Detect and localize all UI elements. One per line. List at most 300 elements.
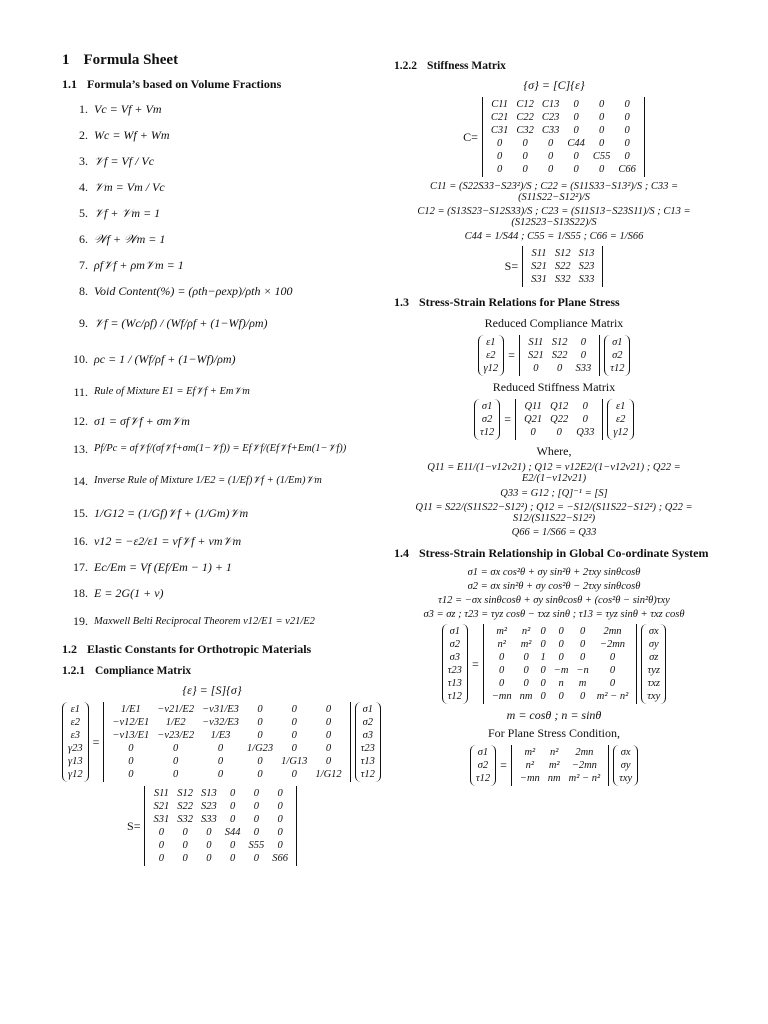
s-matrix-block bbox=[62, 786, 362, 866]
matrix-cell: 0 bbox=[291, 730, 297, 741]
formula-item: 13. Pf/Pc = σf𝒱f/(σf𝒱f+σm(1−𝒱f)) = Ef𝒱f/(Ef𝒱f+Em(1−𝒱f)) bbox=[73, 441, 347, 456]
vector-entry: τ12 bbox=[360, 769, 375, 780]
matrix-cell: n bbox=[558, 678, 564, 689]
matrix-cell: 0 bbox=[558, 652, 564, 663]
plane-stress-label: For Plane Stress Condition, bbox=[487, 726, 620, 740]
matrix-cell: Q11 bbox=[524, 401, 542, 412]
matrix-cell: 0 bbox=[128, 756, 134, 767]
matrix-cell: 0 bbox=[558, 639, 564, 650]
vector-entry: ε2 bbox=[486, 350, 496, 361]
left-column bbox=[62, 52, 375, 870]
matrix-cell: 0 bbox=[291, 743, 297, 754]
matrix-cell: 0 bbox=[496, 151, 503, 162]
formula-item: 7. ρf𝒱f + ρm𝒱m = 1 bbox=[79, 257, 184, 272]
matrix-row bbox=[520, 426, 598, 439]
vector-entry: σx bbox=[620, 747, 631, 758]
matrix-cell: 0 bbox=[573, 151, 579, 162]
matrix-cell: S22 bbox=[177, 801, 193, 812]
rs-strain-vector bbox=[607, 399, 634, 440]
matrix-cell: 1/E1 bbox=[120, 704, 141, 715]
formula-item: 10. ρc = 1 / (Wf/ρf + (1−Wf)/ρm) bbox=[73, 351, 236, 366]
matrix-cell: 0 bbox=[253, 827, 259, 838]
matrix-cell: S22 bbox=[554, 261, 571, 272]
matrix-cell: −mn bbox=[519, 773, 540, 784]
p-right-vector bbox=[613, 745, 638, 786]
matrix-row bbox=[487, 163, 640, 176]
section-1-heading: 1 Formula Sheet bbox=[62, 52, 179, 68]
plane-stress-relation: σ1 σ2 τ12 = m² n² 2mn n² m² −2mn −mn nm m² − n² σx σy τxy bbox=[394, 745, 714, 786]
rc-stress-vector bbox=[604, 335, 630, 376]
s3-matrix-block bbox=[394, 246, 714, 287]
vector-entry: σ2 bbox=[362, 717, 373, 728]
matrix-cell: 0 bbox=[599, 112, 605, 123]
matrix-cell: 0 bbox=[257, 717, 263, 728]
matrix-cell: −ν12/E1 bbox=[112, 717, 150, 728]
matrix-cell: Q12 bbox=[550, 401, 569, 412]
matrix-cell: −mn bbox=[491, 691, 512, 702]
stiffness-equation: {σ} = [C]{ε} bbox=[523, 78, 585, 92]
matrix-cell: 0 bbox=[556, 427, 562, 438]
matrix-cell: 0 bbox=[277, 827, 283, 838]
vector-entry: γ12 bbox=[68, 769, 83, 780]
matrix-cell: m² bbox=[520, 639, 532, 650]
mn-definition: m = cosθ ; n = sinθ bbox=[506, 708, 602, 722]
matrix-cell: 0 bbox=[582, 401, 588, 412]
matrix-row bbox=[520, 413, 598, 426]
matrix-cell: C21 bbox=[490, 112, 509, 123]
matrix-cell: 1/G23 bbox=[246, 743, 274, 754]
matrix-row bbox=[108, 729, 345, 742]
c-matrix bbox=[482, 97, 645, 177]
matrix-cell: S13 bbox=[578, 248, 595, 259]
vector-entry: ε1 bbox=[70, 704, 81, 715]
matrix-row bbox=[149, 852, 292, 865]
matrix-cell: m² − n² bbox=[596, 691, 629, 702]
matrix-cell: 0 bbox=[253, 814, 259, 825]
matrix-cell: 0 bbox=[579, 639, 586, 650]
c-matrix-block bbox=[394, 97, 714, 177]
matrix-cell: −ν32/E3 bbox=[202, 717, 239, 728]
vector-entry: τ12 bbox=[475, 773, 491, 784]
matrix-cell: S33 bbox=[575, 363, 592, 374]
matrix-cell: 0 bbox=[573, 164, 579, 175]
matrix-cell: 0 bbox=[229, 814, 236, 825]
compliance-matrix bbox=[103, 702, 350, 782]
vector-entry: σ1 bbox=[477, 747, 489, 758]
matrix-cell: 0 bbox=[558, 626, 564, 637]
matrix-cell: 0 bbox=[558, 691, 564, 702]
matrix-row bbox=[149, 826, 292, 839]
matrix-cell: 0 bbox=[540, 639, 546, 650]
matrix-row bbox=[516, 759, 604, 772]
matrix-cell: 0 bbox=[573, 99, 579, 110]
formula-item: 5. 𝒱f + 𝒱m = 1 bbox=[79, 205, 161, 220]
reduced-compliance-label: Reduced Compliance Matrix bbox=[484, 316, 624, 330]
matrix-row bbox=[108, 742, 345, 755]
matrix-cell: S31 bbox=[153, 814, 170, 825]
matrix-row bbox=[149, 800, 292, 813]
matrix-cell: 0 bbox=[609, 678, 616, 689]
matrix-cell: 0 bbox=[325, 743, 332, 754]
section-1-4-heading: 1.4 Stress-Strain Relationship in Global Co-ordinate System bbox=[394, 546, 709, 560]
vector-entry: ε2 bbox=[615, 414, 626, 425]
matrix-cell: 0 bbox=[624, 99, 630, 110]
matrix-cell: 0 bbox=[173, 769, 179, 780]
transformation-matrix bbox=[483, 624, 638, 704]
matrix-row bbox=[149, 839, 292, 852]
matrix-row bbox=[108, 703, 345, 716]
compliance-relation: ε1 ε2 ε3 γ23 γ13 γ12 = 1/E1 −ν21/E2 −ν31/E3 0 0 0 −ν12/E1 1/E2 −ν32/E3 0 0 0 −ν13/E1 −ν23/E2 1/E3 0 0 0 0 0 0 1/G23 0 0 0 0 0 0 1/G13 0 0 0 0 0 0 1/G12 σ1 σ2 σ3 τ23 τ13 τ12 bbox=[62, 702, 362, 782]
matrix-cell: 0 bbox=[217, 756, 224, 767]
vector-entry: ε3 bbox=[70, 730, 81, 741]
reduced-stiffness-relation: σ1 σ2 τ12 = Q11 Q12 0 Q21 Q22 0 0 0 Q33 ε1 ε2 γ12 bbox=[394, 399, 714, 440]
matrix-cell: 0 bbox=[173, 743, 179, 754]
s3-matrix bbox=[522, 246, 603, 287]
formula-item: 11. Rule of Mixture E1 = Ef𝒱f + Em𝒱m bbox=[73, 384, 250, 399]
matrix-cell: −ν31/E3 bbox=[202, 704, 239, 715]
matrix-cell: −2mn bbox=[599, 639, 626, 650]
matrix-cell: C13 bbox=[541, 99, 560, 110]
matrix-cell: S44 bbox=[224, 827, 241, 838]
matrix-cell: 0 bbox=[206, 840, 212, 851]
matrix-row bbox=[487, 111, 640, 124]
vector-entry: τ12 bbox=[610, 363, 625, 374]
q-equation-3: Q11 = S22/(S11S22−S12²) ; Q12 = −S12/(S11S22−S12²) ; Q22 = S12/(S11S22−S12²) bbox=[415, 502, 693, 524]
matrix-row bbox=[520, 400, 598, 413]
matrix-cell: −ν13/E1 bbox=[112, 730, 150, 741]
matrix-cell: n² bbox=[550, 747, 559, 758]
s-matrix-label: S= bbox=[127, 818, 141, 833]
matrix-cell: 0 bbox=[573, 112, 579, 123]
vector-entry: τyz bbox=[647, 665, 661, 676]
matrix-cell: 0 bbox=[325, 717, 332, 728]
vector-entry: τ23 bbox=[360, 743, 375, 754]
vector-entry: τ12 bbox=[480, 427, 495, 438]
matrix-cell: S13 bbox=[200, 788, 217, 799]
matrix-cell: C11 bbox=[491, 99, 508, 110]
where-label: Where, bbox=[536, 444, 572, 458]
matrix-cell: S66 bbox=[272, 853, 288, 864]
matrix-cell: 0 bbox=[523, 652, 529, 663]
matrix-cell: 0 bbox=[523, 665, 529, 676]
rc-matrix bbox=[519, 335, 600, 376]
matrix-cell: n² bbox=[525, 760, 535, 771]
matrix-cell: n² bbox=[497, 639, 506, 650]
matrix-cell: C66 bbox=[618, 164, 636, 175]
matrix-row bbox=[527, 260, 598, 273]
q-equation-1: Q11 = E11/(1−ν12ν21) ; Q12 = ν12E2/(1−ν12ν21) ; Q22 = E2/(1−ν12ν21) bbox=[427, 462, 681, 484]
formula-item: 14. Inverse Rule of Mixture 1/E2 = (1/Ef)𝒱f + (1/Em)𝒱m bbox=[73, 473, 322, 488]
matrix-cell: 0 bbox=[253, 788, 259, 799]
matrix-cell: S22 bbox=[551, 350, 568, 361]
formula-item: 8. Void Content(%) = (ρth−ρexp)/ρth × 100 bbox=[79, 283, 293, 298]
matrix-cell: −ν23/E2 bbox=[157, 730, 195, 741]
matrix-cell: S12 bbox=[554, 248, 571, 259]
global-equation-4: σ3 = σz ; τ23 = τyz cosθ − τxz sinθ ; τ13 = τyz sinθ + τxz cosθ bbox=[423, 609, 685, 620]
matrix-cell: 0 bbox=[257, 704, 263, 715]
matrix-cell: 0 bbox=[173, 756, 179, 767]
vector-entry: τ13 bbox=[447, 678, 462, 689]
matrix-cell: 1/E3 bbox=[210, 730, 231, 741]
formula-item: 18. E = 2G(1 + ν) bbox=[73, 585, 164, 600]
vector-entry: σy bbox=[648, 639, 659, 650]
matrix-cell: Q33 bbox=[576, 427, 595, 438]
section-1-2-heading: 1.2 Elastic Constants for Orthotropic Materials bbox=[62, 642, 312, 656]
matrix-row bbox=[149, 813, 292, 826]
section-1-2-2-heading: 1.2.2 Stiffness Matrix bbox=[394, 60, 506, 72]
matrix-cell: 0 bbox=[499, 665, 505, 676]
vector-entry: σ1 bbox=[449, 626, 461, 637]
matrix-cell: 0 bbox=[556, 363, 563, 374]
matrix-row bbox=[487, 150, 640, 163]
vector-entry: σ3 bbox=[362, 730, 373, 741]
matrix-cell: 0 bbox=[530, 427, 536, 438]
matrix-cell: 2mn bbox=[603, 626, 622, 637]
matrix-cell: 0 bbox=[624, 112, 630, 123]
reduced-stiffness-label: Reduced Stiffness Matrix bbox=[492, 380, 616, 394]
matrix-cell: 0 bbox=[229, 840, 236, 851]
rc-strain-vector bbox=[478, 335, 505, 376]
vector-entry: σ2 bbox=[481, 414, 493, 425]
matrix-cell: C31 bbox=[490, 125, 509, 136]
s3-matrix-label: S= bbox=[504, 259, 519, 273]
matrix-cell: 1/E2 bbox=[165, 717, 186, 728]
matrix-cell: 0 bbox=[573, 125, 579, 136]
vector-entry: γ12 bbox=[613, 427, 628, 438]
matrix-cell: C23 bbox=[541, 112, 560, 123]
matrix-cell: −n bbox=[576, 665, 589, 676]
matrix-row bbox=[527, 273, 598, 286]
matrix-cell: S21 bbox=[527, 350, 544, 361]
matrix-cell: 0 bbox=[533, 363, 539, 374]
matrix-cell: S33 bbox=[578, 274, 595, 285]
c-equation-2: C12 = (S13S23−S12S33)/S ; C23 = (S11S13−S23S11)/S ; C13 = (S12S23−S13S22)/S bbox=[417, 206, 691, 228]
vector-entry: τ12 bbox=[447, 691, 462, 702]
q-equation-2: Q33 = G12 ; [Q]⁻¹ = [S] bbox=[500, 488, 608, 499]
global-equation-1: σ1 = σx cos²θ + σy sin²θ + 2τxy sinθcosθ bbox=[467, 567, 641, 578]
vector-entry: σ2 bbox=[477, 760, 489, 771]
matrix-cell: 0 bbox=[206, 853, 212, 864]
matrix-cell: 0 bbox=[523, 678, 529, 689]
matrix-row bbox=[488, 690, 633, 703]
vector-entry: σ1 bbox=[612, 337, 623, 348]
c-equation-1: C11 = (S22S33−S23²)/S ; C22 = (S11S33−S13²)/S ; C33 = (S11S22−S12²)/S bbox=[429, 181, 679, 203]
formula-item: 6. 𝒲f + 𝒲m = 1 bbox=[79, 231, 166, 246]
matrix-cell: 0 bbox=[291, 769, 297, 780]
vector-entry: σz bbox=[649, 652, 659, 663]
matrix-cell: 0 bbox=[522, 138, 528, 149]
matrix-cell: 0 bbox=[599, 125, 605, 136]
matrix-cell: 0 bbox=[548, 138, 554, 149]
matrix-cell: 0 bbox=[257, 756, 263, 767]
matrix-cell: 0 bbox=[158, 840, 164, 851]
formula-item: 17. Ec/Em = Vf (Ef/Em − 1) + 1 bbox=[73, 559, 232, 574]
matrix-cell: 0 bbox=[540, 665, 546, 676]
matrix-cell: S23 bbox=[200, 801, 217, 812]
matrix-cell: m² bbox=[496, 626, 508, 637]
matrix-cell: S12 bbox=[177, 788, 193, 799]
formula-list bbox=[62, 98, 362, 634]
matrix-cell: S32 bbox=[554, 274, 571, 285]
matrix-row bbox=[488, 677, 633, 690]
vector-entry: τ23 bbox=[447, 665, 462, 676]
matrix-cell: 1/G12 bbox=[315, 769, 342, 780]
matrix-cell: S32 bbox=[177, 814, 193, 825]
matrix-cell: 0 bbox=[496, 138, 503, 149]
matrix-cell: 0 bbox=[158, 853, 164, 864]
vector-entry: γ23 bbox=[68, 743, 83, 754]
matrix-cell: C32 bbox=[516, 125, 534, 136]
matrix-cell: 0 bbox=[599, 138, 605, 149]
matrix-cell: 0 bbox=[291, 717, 297, 728]
stress-vector bbox=[355, 702, 381, 782]
matrix-cell: m bbox=[578, 678, 587, 689]
c-equation-3: C44 = 1/S44 ; C55 = 1/S55 ; C66 = 1/S66 bbox=[464, 231, 644, 242]
p-left-vector bbox=[470, 745, 496, 786]
vector-entry: τxy bbox=[647, 691, 661, 702]
vector-entry: σ2 bbox=[449, 639, 461, 650]
matrix-row bbox=[488, 664, 633, 677]
right-column bbox=[394, 52, 714, 790]
formula-item: 1. Vc = Vf + Vm bbox=[79, 101, 162, 116]
matrix-cell: 0 bbox=[599, 99, 605, 110]
matrix-cell: 1/G13 bbox=[281, 756, 308, 767]
vector-entry: τ13 bbox=[360, 756, 375, 767]
vector-entry: σ3 bbox=[449, 652, 461, 663]
section-1-2-1-heading: 1.2.1 Compliance Matrix bbox=[62, 665, 192, 677]
matrix-cell: 0 bbox=[580, 337, 586, 348]
section-1-3-heading: 1.3 Stress-Strain Relations for Plane Stress bbox=[394, 295, 620, 309]
matrix-cell: 0 bbox=[522, 151, 528, 162]
formula-item: 3. 𝒱f = Vf / Vc bbox=[79, 153, 155, 168]
matrix-cell: 0 bbox=[253, 801, 259, 812]
rs-matrix bbox=[515, 399, 603, 440]
matrix-cell: S23 bbox=[578, 261, 595, 272]
matrix-cell: 0 bbox=[182, 840, 188, 851]
matrix-row bbox=[524, 349, 595, 362]
matrix-cell: 0 bbox=[257, 769, 263, 780]
matrix-cell: S11 bbox=[528, 337, 544, 348]
matrix-row bbox=[149, 787, 292, 800]
matrix-row bbox=[487, 124, 640, 137]
transformation-relation: σ1 σ2 σ3 τ23 τ13 τ12 = m² n² 0 0 0 2mn n² m² 0 0 0 −2mn 0 0 1 0 0 0 0 0 0 −m −n 0 0 0 0 n m 0 −mn nm 0 0 0 m² − n² σx σy σz τyz τxz τxy bbox=[394, 624, 714, 704]
matrix-cell: 0 bbox=[548, 164, 554, 175]
matrix-cell: 0 bbox=[206, 827, 212, 838]
matrix-cell: 0 bbox=[522, 164, 528, 175]
matrix-cell: m² bbox=[524, 747, 536, 758]
matrix-cell: S21 bbox=[153, 801, 170, 812]
matrix-cell: 0 bbox=[229, 853, 236, 864]
matrix-cell: nm bbox=[519, 691, 533, 702]
matrix-cell: 0 bbox=[609, 652, 616, 663]
formula-item: 4. 𝒱m = Vm / Vc bbox=[79, 179, 165, 194]
matrix-cell: 0 bbox=[128, 769, 134, 780]
matrix-cell: 2mn bbox=[575, 747, 594, 758]
c-matrix-label: C= bbox=[463, 129, 478, 144]
matrix-cell: 0 bbox=[158, 827, 164, 838]
matrix-row bbox=[487, 137, 640, 150]
vector-entry: σy bbox=[620, 760, 631, 771]
q-equation-4: Q66 = 1/S66 = Q33 bbox=[511, 527, 597, 538]
formula-item: 19. Maxwell Belti Reciprocal Theorem ν12/E1 = ν21/E2 bbox=[73, 613, 315, 628]
matrix-cell: S31 bbox=[531, 274, 547, 285]
matrix-cell: 0 bbox=[277, 814, 283, 825]
matrix-cell: 0 bbox=[128, 743, 134, 754]
matrix-cell: −ν21/E2 bbox=[157, 704, 195, 715]
matrix-row bbox=[488, 638, 633, 651]
matrix-cell: 0 bbox=[624, 125, 630, 136]
matrix-row bbox=[108, 755, 345, 768]
matrix-cell: 0 bbox=[277, 840, 283, 851]
vector-entry: τxy bbox=[619, 773, 633, 784]
vector-entry: γ13 bbox=[68, 756, 83, 767]
matrix-cell: 0 bbox=[579, 652, 586, 663]
matrix-cell: 0 bbox=[325, 704, 332, 715]
matrix-cell: Q21 bbox=[524, 414, 543, 425]
matrix-cell: 0 bbox=[229, 801, 236, 812]
formula-item: 16. ν12 = −ε2/ε1 = νf𝒱f + νm𝒱m bbox=[73, 533, 242, 548]
vector-entry: ε2 bbox=[70, 717, 81, 728]
matrix-cell: 0 bbox=[548, 151, 554, 162]
matrix-row bbox=[488, 651, 633, 664]
matrix-cell: 0 bbox=[624, 151, 630, 162]
matrix-cell: 0 bbox=[499, 678, 505, 689]
matrix-row bbox=[487, 98, 640, 111]
t-right-vector bbox=[641, 624, 666, 704]
matrix-cell: 0 bbox=[325, 756, 332, 767]
t-left-vector bbox=[442, 624, 468, 704]
matrix-cell: nm bbox=[547, 773, 561, 784]
plane-stress-matrix bbox=[511, 745, 609, 786]
formula-item: 15. 1/G12 = (1/Gf)𝒱f + (1/Gm)𝒱m bbox=[73, 505, 249, 520]
vector-entry: σx bbox=[648, 626, 659, 637]
matrix-row bbox=[488, 625, 633, 638]
matrix-cell: 0 bbox=[277, 801, 283, 812]
matrix-cell: m² − n² bbox=[568, 773, 601, 784]
section-1-1-heading: 1.1 Formula’s based on Volume Fractions bbox=[62, 77, 282, 91]
matrix-row bbox=[516, 772, 604, 785]
matrix-cell: 0 bbox=[217, 769, 224, 780]
global-equation-3: τ12 = −σx sinθcosθ + σy sinθcosθ + (cos²θ − sin²θ)τxy bbox=[438, 595, 670, 606]
matrix-cell: S11 bbox=[531, 248, 547, 259]
vector-entry: γ12 bbox=[483, 363, 499, 374]
matrix-cell: 0 bbox=[253, 853, 259, 864]
matrix-cell: 0 bbox=[277, 788, 283, 799]
matrix-cell: Q22 bbox=[550, 414, 569, 425]
matrix-cell: m² bbox=[548, 760, 560, 771]
matrix-cell: 0 bbox=[217, 743, 224, 754]
matrix-cell: S21 bbox=[531, 261, 547, 272]
matrix-cell: −2mn bbox=[571, 760, 597, 771]
matrix-cell: 0 bbox=[599, 164, 605, 175]
matrix-cell: 0 bbox=[582, 414, 588, 425]
formula-item: 9. 𝒱f = (Wc/ρf) / (Wf/ρf + (1−Wf)/ρm) bbox=[79, 315, 268, 330]
matrix-cell: 0 bbox=[624, 138, 630, 149]
strain-vector bbox=[62, 702, 89, 782]
matrix-cell: −m bbox=[553, 665, 569, 676]
matrix-cell: 1 bbox=[540, 652, 546, 663]
matrix-cell: 0 bbox=[325, 730, 332, 741]
matrix-cell: 0 bbox=[580, 350, 586, 361]
global-equation-2: σ2 = σx sin²θ + σy cos²θ − 2τxy sinθcosθ bbox=[467, 581, 641, 592]
matrix-cell: 0 bbox=[182, 853, 188, 864]
matrix-cell: C22 bbox=[516, 112, 534, 123]
matrix-cell: 0 bbox=[257, 730, 263, 741]
vector-entry: τxz bbox=[647, 678, 661, 689]
matrix-cell: S33 bbox=[200, 814, 217, 825]
matrix-cell: 0 bbox=[609, 665, 616, 676]
matrix-cell: S12 bbox=[551, 337, 568, 348]
